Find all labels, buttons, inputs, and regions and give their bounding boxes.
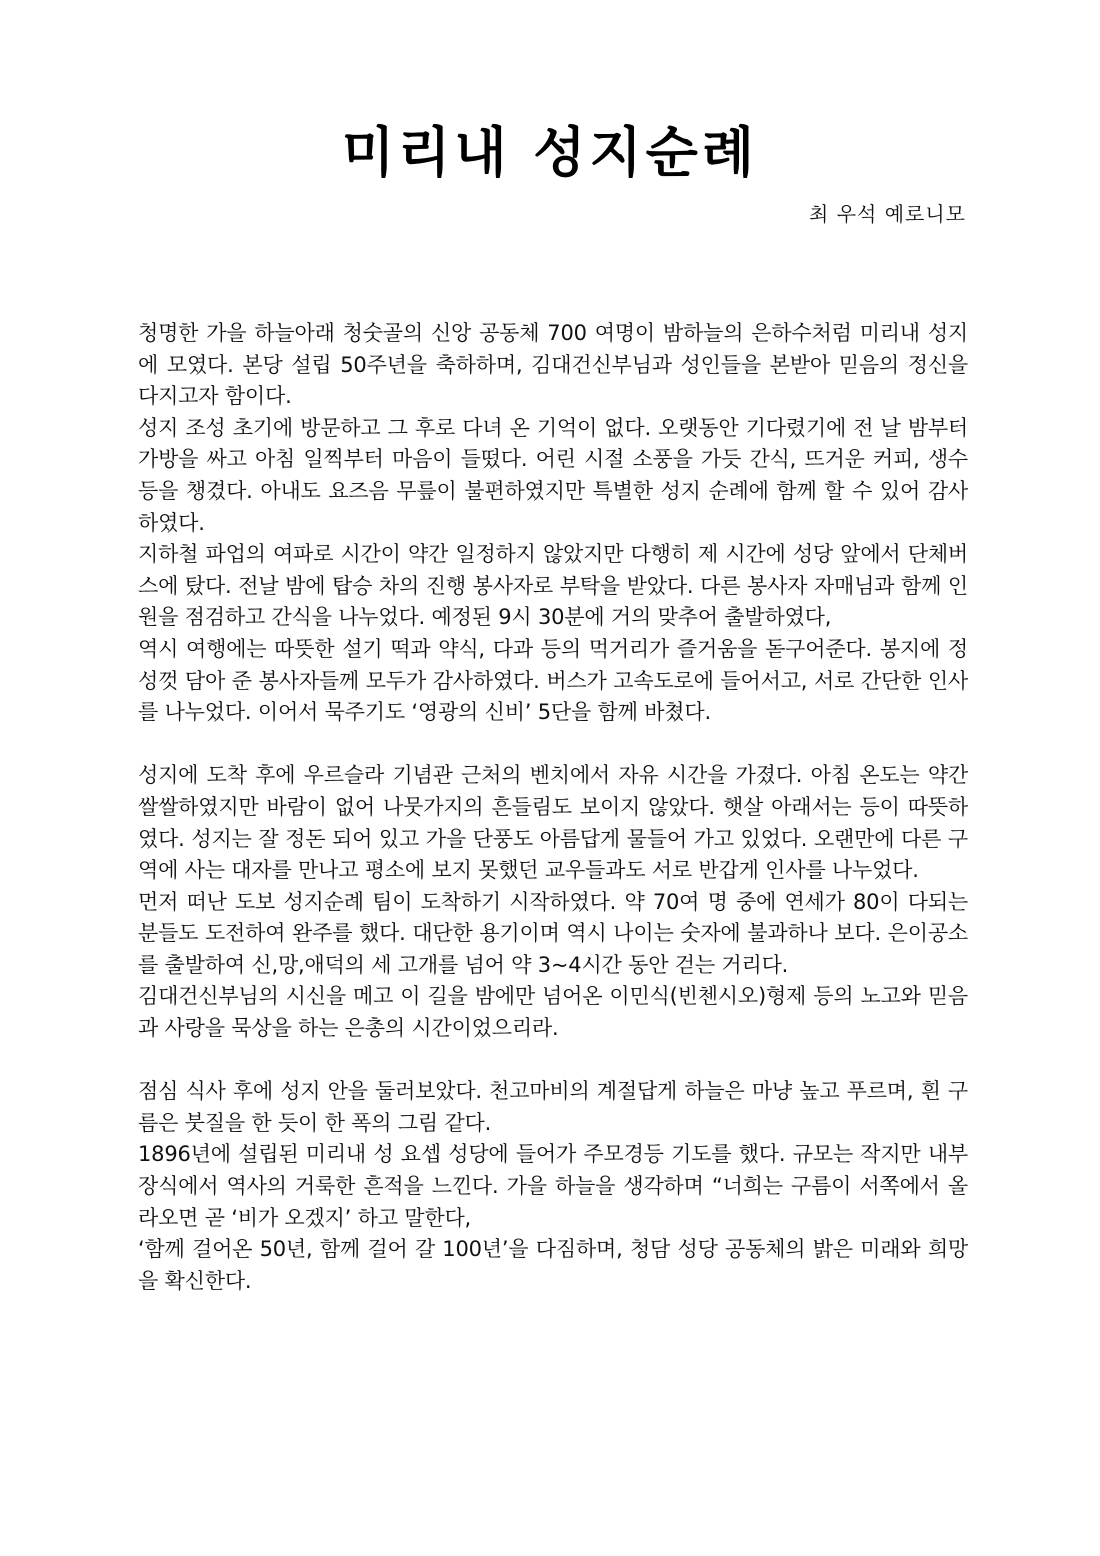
paragraph: 김대건신부님의 시신을 메고 이 길을 밤에만 넘어온 이민식(빈첸시오)형제 등의 노고와 믿음과 사랑을 묵상을 하는 은총의 시간이었으리라. [138, 984, 968, 1041]
paragraph: 역시 여행에는 따뜻한 설기 떡과 약식, 다과 등의 먹거리가 즐거움을 돋구어준다. 봉지에 정성껏 담아 준 봉사자들께 모두가 감사하였다. 버스가 고속도로에 들어서고, 서로 간단한 인사를 나누었다. 이어서 묵주기도 ‘영광의 신비’ 5단을 함께 바쳤다. [138, 636, 968, 725]
paragraph: ‘함께 걸어온 50년, 함께 걸어 갈 100년’을 다짐하며, 청담 성당 공동체의 밝은 미래와 희망을 확신한다. [138, 1237, 968, 1293]
essay-body [138, 318, 968, 1297]
page-title: 미리내 성지순례 [342, 121, 758, 184]
paragraph: 지하철 파업의 여파로 시간이 약간 일정하지 않았지만 다행히 제 시간에 성당 앞에서 단체버스에 탔다. 전날 밤에 탑승 차의 진행 봉사자로 부탁을 받았다. 다른 봉사자 자매님과 함께 인원을 점검하고 간식을 나누었다. 예정된 9시 30분에 거의 맞추어 출발하였다, [138, 542, 968, 630]
author-name: 최 우석 예로니모 [809, 202, 966, 226]
paragraph-spacer [138, 729, 968, 761]
paragraph: 점심 식사 후에 성지 안을 둘러보았다. 천고마비의 계절답게 하늘은 마냥 높고 푸르며, 흰 구름은 붓질을 한 듯이 한 폭의 그림 같다. [138, 1079, 968, 1135]
paragraph: 청명한 가을 하늘아래 청숫골의 신앙 공동체 700 여명이 밤하늘의 은하수처럼 미리내 성지에 모였다. 본당 설립 50주년을 축하하며, 김대건신부님과 성인들을 본받아 믿음의 정신을 다지고자 함이다. [138, 321, 968, 409]
paragraph: 성지에 도착 후에 우르슬라 기념관 근처의 벤치에서 자유 시간을 가졌다. 아침 온도는 약간 쌀쌀하였지만 바람이 없어 나뭇가지의 흔들림도 보이지 않았다. 햇살 아래서는 등이 따뜻하였다. 성지는 잘 정돈 되어 있고 가을 단풍도 아름답게 물들어 가고 있었다. 오랜만에 다른 구역에 사는 대자를 만나고 평소에 보지 못했던 교우들과도 서로 반갑게 인사를 나누었다. [138, 763, 968, 883]
paragraph-spacer [138, 1045, 968, 1077]
paragraph: 먼저 떠난 도보 성지순례 팀이 도착하기 시작하였다. 약 70여 명 중에 연세가 80이 다되는 분들도 도전하여 완주를 했다. 대단한 용기이며 역시 나이는 숫자에 불과하나 보다. 은이공소를 출발하여 신,망,애덕의 세 고개를 넘어 약 3~4시간 동안 걷는 거리다. [138, 889, 968, 977]
paragraph: 성지 조성 초기에 방문하고 그 후로 다녀 온 기억이 없다. 오랫동안 기다렸기에 전 날 밤부터 가방을 싸고 아침 일찍부터 마음이 들떴다. 어린 시절 소풍을 가듯 간식, 뜨거운 커피, 생수 등을 챙겼다. 아내도 요즈음 무릎이 불편하였지만 특별한 성지 순례에 함께 할 수 있어 감사하였다. [138, 415, 968, 535]
paragraph: 1896년에 설립된 미리내 성 요셉 성당에 들어가 주모경등 기도를 했다. 규모는 작지만 내부 장식에서 역사의 거룩한 흔적을 느낀다. 가을 하늘을 생각하며 “너희는 구름이 서쪽에서 올라오면 곧 ‘비가 오겠지’ 하고 말한다, [138, 1142, 968, 1230]
